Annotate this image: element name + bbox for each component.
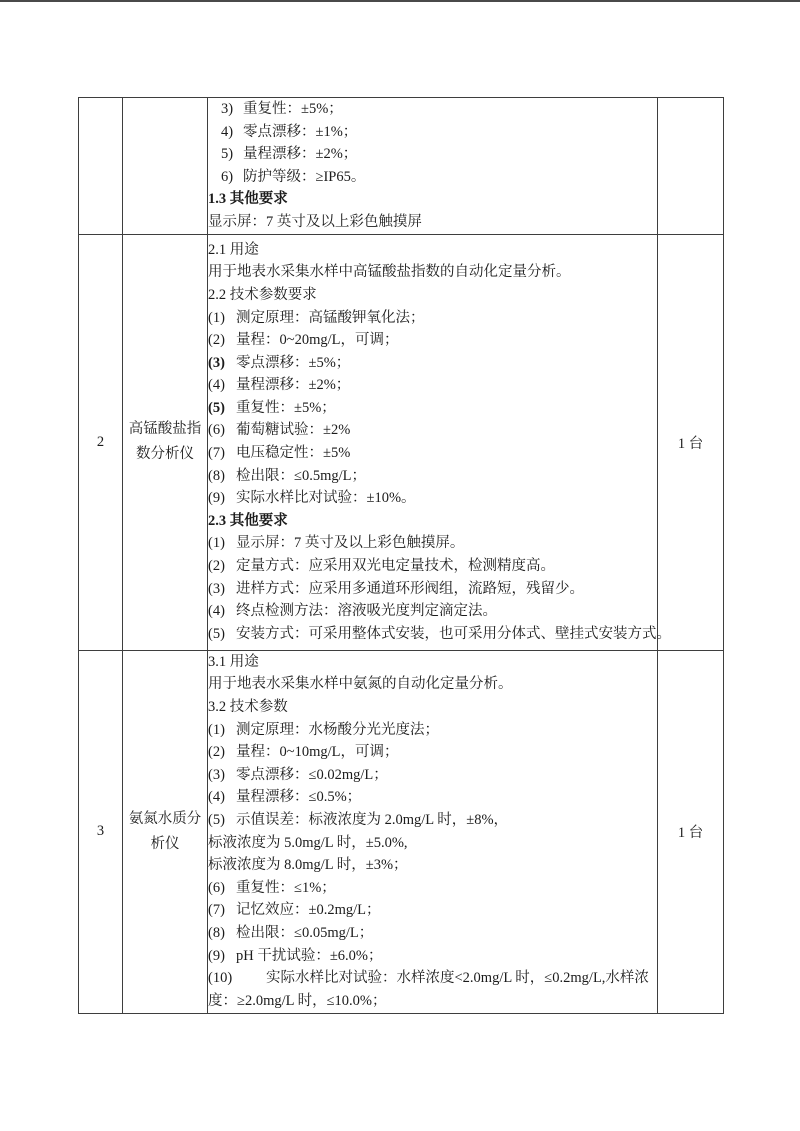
spec-line-text: 测定原理：高锰酸钾氧化法； — [236, 309, 425, 326]
quantity-cell: 1 台 — [658, 650, 724, 1013]
equipment-name-cell — [123, 98, 208, 235]
spec-line — [208, 465, 657, 488]
spec-line — [208, 532, 657, 555]
spec-line-number: (3) — [208, 354, 225, 371]
spec-line — [208, 922, 657, 945]
spec-line — [208, 352, 657, 375]
spec-line — [208, 764, 657, 787]
spec-line-number: (5) — [208, 625, 225, 642]
spec-line-number: (10) — [208, 970, 233, 987]
spec-line — [208, 442, 657, 465]
spec-line-number: (4) — [208, 377, 225, 394]
spec-line — [208, 578, 657, 601]
spec-line-text: 实际水样比对试验：水样浓度<2.0mg/L 时，≤0.2mg/L,水样浓 — [266, 970, 649, 987]
equipment-spec-table — [78, 97, 724, 1014]
spec-line-text: 显示屏：7 英寸及以上彩色触摸屏。 — [236, 535, 465, 552]
spec-line — [208, 967, 657, 990]
spec-line-text: 量程：0~10mg/L，可调； — [236, 744, 399, 761]
spec-line-text: 量程漂移：±2%； — [236, 377, 351, 394]
spec-line — [208, 899, 657, 922]
spec-line-text: 量程漂移：±2%； — [243, 146, 358, 163]
spec-line — [208, 121, 657, 144]
row-index-cell: 2 — [79, 234, 123, 650]
spec-line — [208, 600, 657, 623]
spec-table-body — [79, 98, 724, 1014]
spec-line: 2.3 其他要求 — [208, 512, 288, 529]
spec-line-number: (5) — [208, 399, 225, 416]
spec-line — [208, 945, 657, 968]
spec-line-number: (1) — [208, 309, 225, 326]
spec-line-text: 定量方式：应采用双光电定量技术，检测精度高。 — [236, 558, 555, 575]
spec-line-text: 重复性：±5%； — [243, 101, 343, 117]
spec-line-number: (6) — [208, 879, 225, 896]
spec-line — [208, 397, 657, 420]
spec-line-text: 重复性：≤1%； — [236, 879, 336, 896]
spec-line-text: 进样方式：应采用多通道环形阀组，流路短，残留少。 — [236, 580, 584, 597]
spec-line-text: 零点漂移：±5%； — [236, 354, 351, 371]
spec-line-number: (4) — [208, 603, 225, 620]
spec-line — [208, 374, 657, 397]
spec-line-number: 4) — [221, 123, 234, 140]
table-row — [79, 234, 724, 650]
spec-line: 标液浓度为 8.0mg/L 时，±3%； — [208, 857, 408, 874]
spec-line — [208, 143, 657, 166]
spec-line-number: (6) — [208, 422, 225, 439]
spec-line-text: 终点检测方法：溶液吸光度判定滴定法。 — [236, 603, 497, 620]
spec-line-text: pH 干扰试验：±6.0%； — [236, 947, 383, 964]
spec-line — [208, 166, 657, 189]
spec-line-number: (1) — [208, 535, 225, 552]
spec-line — [208, 719, 657, 742]
spec-line: 3.2 技术参数 — [208, 699, 288, 715]
spec-line — [208, 98, 657, 121]
spec-line: 2.1 用途 — [208, 241, 259, 258]
spec-line-text: 重复性：±5%； — [236, 399, 336, 416]
spec-content-cell — [208, 234, 671, 650]
spec-line — [208, 809, 657, 832]
table-row — [79, 650, 724, 1013]
spec-line: 显示屏：7 英寸及以上彩色触摸屏 — [208, 213, 422, 230]
spec-line — [208, 419, 657, 442]
spec-line: 用于地表水采集水样中高锰酸盐指数的自动化定量分析。 — [208, 264, 571, 281]
spec-line-number: (5) — [208, 811, 225, 828]
spec-line-number: (2) — [208, 558, 225, 575]
spec-line-number: (7) — [208, 902, 225, 919]
spec-line-number: 6) — [221, 168, 234, 185]
spec-line-number: (8) — [208, 924, 225, 941]
spec-line-text: 防护等级：≥IP65。 — [243, 168, 366, 185]
spec-line-text: 量程漂移：≤0.5%； — [236, 789, 362, 806]
spec-line: 度：≥2.0mg/L 时，≤10.0%； — [208, 992, 387, 1009]
spec-line-number: (9) — [208, 947, 225, 964]
spec-line-text: 零点漂移：≤0.02mg/L； — [236, 766, 388, 783]
equipment-name-cell: 高锰酸盐指数分析仪 — [123, 234, 208, 650]
spec-line-text: 实际水样比对试验：±10%。 — [236, 490, 416, 507]
spec-line-number: (4) — [208, 789, 225, 806]
spec-line: 2.2 技术参数要求 — [208, 286, 317, 303]
spec-line-text: 电压稳定性：±5% — [236, 445, 351, 462]
page-top-rule — [0, 0, 800, 2]
spec-line-number: (7) — [208, 445, 225, 462]
spec-line — [208, 877, 657, 900]
spec-line — [208, 487, 657, 510]
spec-content-cell — [208, 98, 658, 235]
spec-line-text: 零点漂移：±1%； — [243, 123, 358, 140]
quantity-cell: 1 台 — [658, 234, 724, 650]
spec-line-text: 检出限：≤0.05mg/L； — [236, 924, 374, 941]
spec-line-number: (9) — [208, 490, 225, 507]
spec-line-text: 安装方式：可采用整体式安装，也可采用分体式、壁挂式安装方式。 — [236, 625, 671, 642]
spec-line — [208, 555, 657, 578]
spec-line: 3.1 用途 — [208, 653, 259, 670]
spec-content-cell — [208, 650, 658, 1013]
spec-line-number: (3) — [208, 580, 225, 597]
spec-line-text: 量程：0~20mg/L，可调； — [236, 332, 399, 349]
spec-line-number: (1) — [208, 721, 225, 738]
spec-line-number: (3) — [208, 766, 225, 783]
spec-line: 1.3 其他要求 — [208, 191, 288, 208]
spec-line-text: 测定原理：水杨酸分光光度法； — [236, 721, 439, 738]
spec-line: 用于地表水采集水样中氨氮的自动化定量分析。 — [208, 676, 513, 693]
spec-line-number: (8) — [208, 467, 225, 484]
spec-line — [208, 786, 657, 809]
spec-line — [208, 623, 671, 646]
spec-line-text: 记忆效应：±0.2mg/L； — [236, 902, 381, 919]
spec-line — [208, 307, 657, 330]
spec-line-text: 检出限：≤0.5mg/L； — [236, 467, 366, 484]
quantity-cell — [658, 98, 724, 235]
spec-line-text: 葡萄糖试验：±2% — [236, 422, 351, 439]
spec-line-number: (2) — [208, 744, 225, 761]
table-row — [79, 98, 724, 235]
spec-line — [208, 741, 657, 764]
spec-line-number: 5) — [221, 146, 234, 163]
spec-line-number: (2) — [208, 332, 225, 349]
spec-line: 标液浓度为 5.0mg/L 时，±5.0%, — [208, 834, 408, 851]
equipment-name-cell: 氨氮水质分析仪 — [123, 650, 208, 1013]
spec-line — [208, 329, 657, 352]
row-index-cell: 3 — [79, 650, 123, 1013]
row-index-cell — [79, 98, 123, 235]
spec-line-text: 示值误差：标液浓度为 2.0mg/L 时，±8%， — [236, 811, 509, 828]
spec-line-number: 3) — [221, 101, 234, 117]
